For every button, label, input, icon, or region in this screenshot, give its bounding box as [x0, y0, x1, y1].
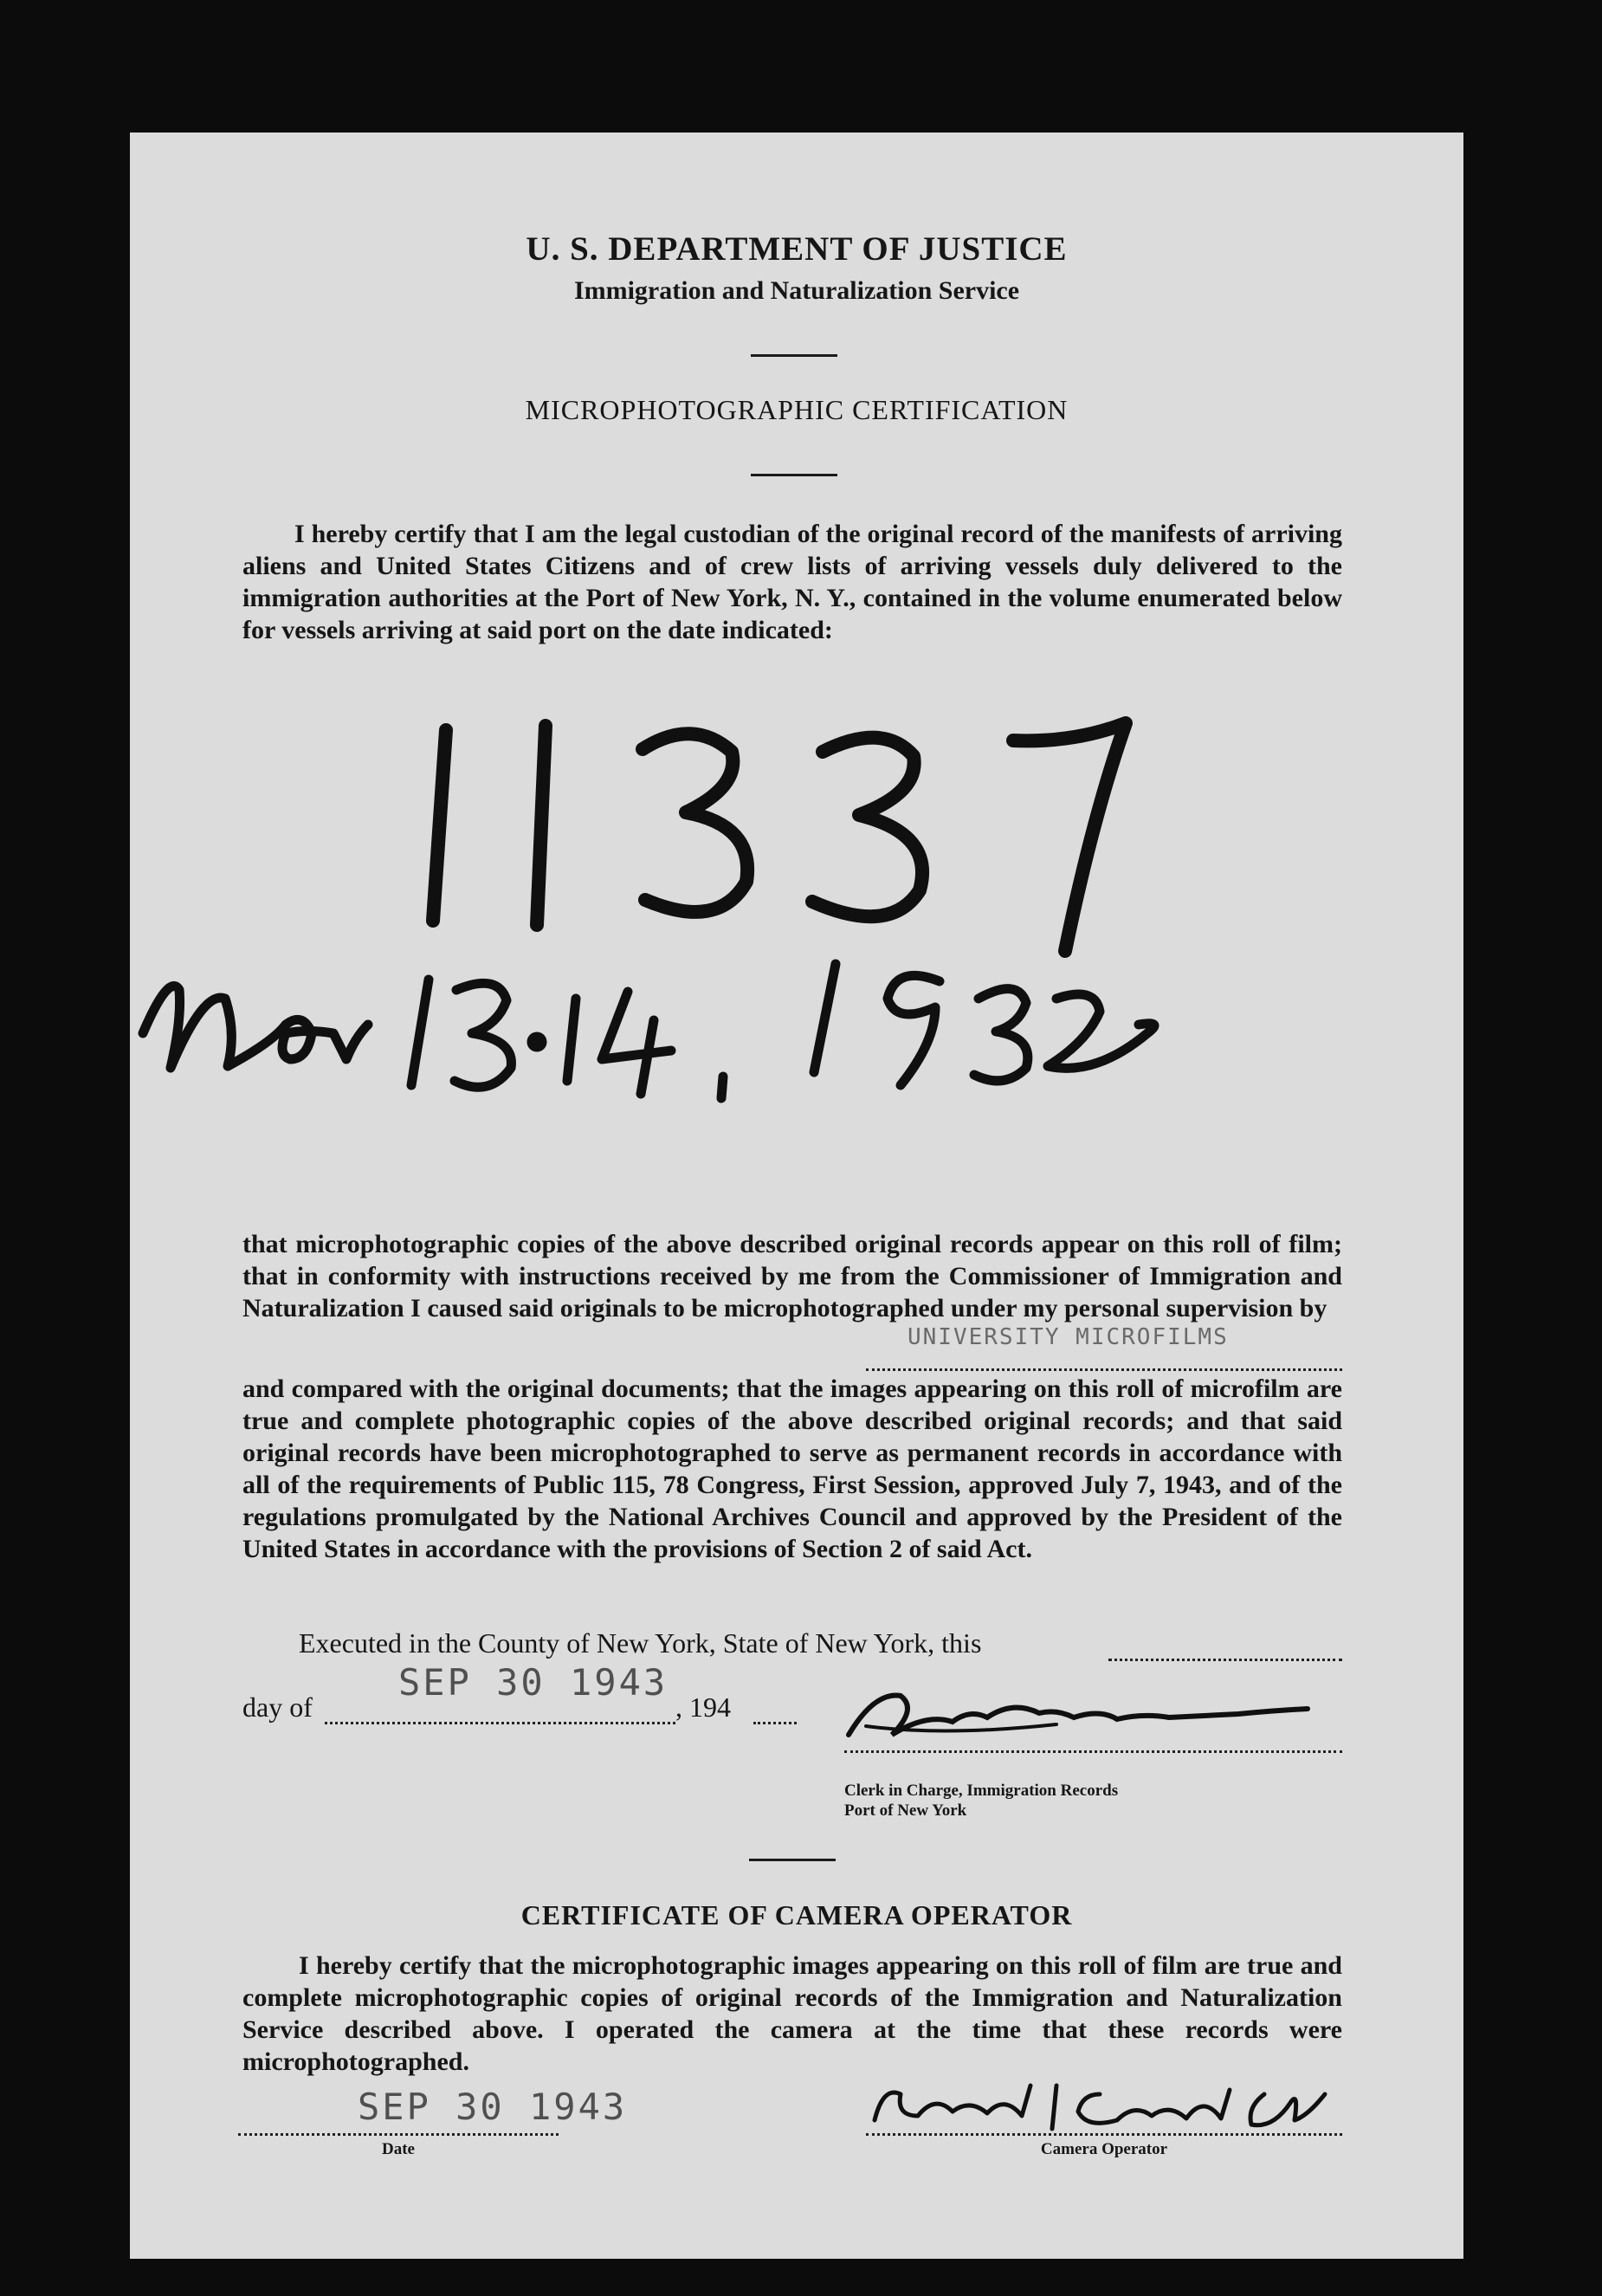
custodian-text: I hereby certify that I am the legal custodian of the original record of the manifests of arriving aliens and United States Citizens and of crew lists of arriving vessels duly delivered to the immigration authorities at the Port of New York, N. Y., contained in the volume enumerated below for vessels arriving at said port on the date indicated:: [242, 520, 1342, 644]
operator-signature-text: Edward T. Schindler: [857, 2061, 929, 2071]
microphotographic-paragraph: [242, 1228, 1342, 1324]
divider: [749, 1859, 836, 1861]
clerk-signature-text: Geo. Baccare: [840, 1667, 887, 1677]
volume-number-text: 11337: [416, 905, 437, 915]
clerk-title: Clerk in Charge, Immigration Records: [844, 1782, 1119, 1800]
clerk-signature-line: [844, 1743, 1342, 1753]
camera-certificate-paragraph: [242, 1950, 1342, 2078]
camera-certificate-text: I hereby certify that the microphotographic images appearing on this roll of film are true and complete microphotographic copies of original records of the Immigration and Naturalization Service described above. I operated the camera at the time that these records were microphotographed.: [242, 1951, 1342, 2076]
camera-date-label: Date: [382, 2140, 415, 2158]
microphotographic-text-part1: that microphotographic copies of the above described original records appear on this roll of film; that in conformity with instructions received by me from the Commissioner of Immigration and Naturalization I caused said originals to be microphotographed under my personal supervision by: [242, 1230, 1342, 1323]
operator-label: Camera Operator: [1040, 2140, 1168, 2158]
execution-line: Executed in the County of New York, State of New York, this: [299, 1627, 982, 1659]
department-heading: U. S. DEPARTMENT OF JUSTICE: [526, 230, 1068, 268]
handwritten-volume-number: [416, 704, 1282, 964]
clerk-signature: [840, 1667, 1325, 1752]
company-line: [866, 1349, 1342, 1371]
divider: [751, 474, 837, 476]
day-of-label: day of: [242, 1691, 313, 1723]
handwritten-date: [117, 931, 1450, 1103]
certification-title: MICROPHOTOGRAPHIC CERTIFICATION: [525, 394, 1069, 425]
divider: [751, 354, 837, 357]
microphotographic-paragraph-continued: [242, 1373, 1342, 1565]
camera-date-stamp: SEP 30 1943: [358, 2086, 628, 2128]
custodian-paragraph: [242, 518, 1342, 646]
microphotographic-text-part2: and compared with the original documents; that the images appearing on this roll of microfilm are true and complete photographic copies of the above described original records; and that said original records have been microphotographed to serve as permanent records in accordance with all of the requirements of Public 115, 78 Congress, First Session, approved July 7, 1943, and of the regulations promulgated by the National Archives Council and approved by the President of the United States in accordance with the provisions of Section 2 of said Act.: [242, 1374, 1342, 1563]
operator-signature-line: [866, 2126, 1342, 2136]
execution-day-line: [1108, 1650, 1342, 1661]
camera-certificate-title: CERTIFICATE OF CAMERA OPERATOR: [520, 1899, 1073, 1931]
year-line: [753, 1713, 797, 1724]
execution-date-stamp: SEP 30 1943: [398, 1661, 669, 1704]
year-prefix: , 194: [675, 1691, 731, 1723]
clerk-location: Port of New York: [844, 1801, 967, 1820]
company-stamp: UNIVERSITY MICROFILMS: [908, 1324, 1229, 1350]
camera-date-line: [238, 2126, 559, 2136]
day-of-line: [325, 1713, 675, 1724]
certificate-page: [117, 133, 1463, 2259]
date-text: Nov 13-14, 1932: [117, 931, 177, 941]
service-subheading: Immigration and Naturalization Service: [573, 276, 1020, 305]
